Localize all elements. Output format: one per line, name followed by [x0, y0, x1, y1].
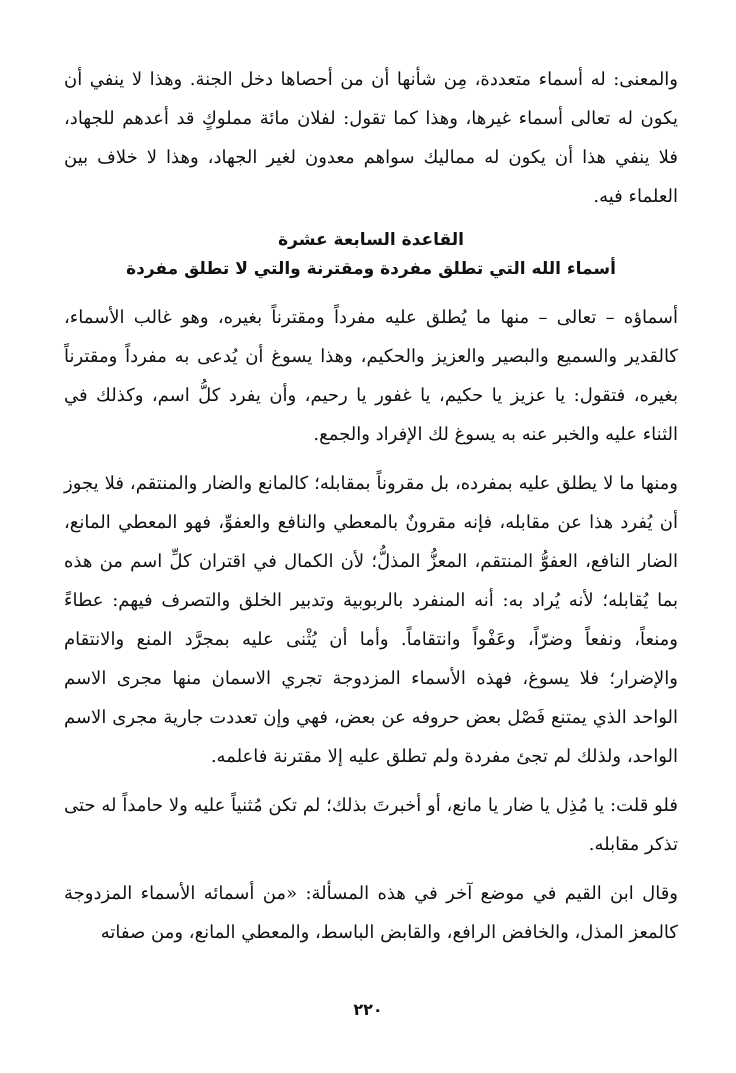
rule-subtitle: أسماء الله التي تطلق مفردة ومقترنة والتي لا تطلق مفردة	[126, 259, 616, 279]
page-body	[64, 60, 678, 962]
paragraph-intro: والمعنى: له أسماء متعددة، مِن شأنها أن من أحصاها دخل الجنة. وهذا لا ينفي أن يكون له تعالى أسماء غيرها، وهذا كما تقول: لفلان مائة مملوكٍ قد أعدهم للجهاد، فلا ينفي هذا أن يكون له مماليك سواهم معدون لغير الجهاد، وهذا لا خلاف بين العلماء فيه.	[64, 69, 678, 207]
section-heading	[64, 226, 678, 284]
rule-number-title: القاعدة السابعة عشرة	[278, 230, 464, 250]
paragraph-4: وقال ابن القيم في موضع آخر في هذه المسألة: «من أسمائه الأسماء المزدوجة كالمعز المذل، والخافض الرافع، والقابض الباسط، والمعطي المانع، ومن صفاته	[64, 883, 678, 943]
paragraph-3: فلو قلت: يا مُذِل يا ضار يا مانع، أو أخبرتَ بذلك؛ لم تكن مُثنياً عليه ولا حامداً له حتى تذكر مقابله.	[64, 795, 678, 855]
page-number: ٢٢٠	[353, 1000, 383, 1019]
paragraph-2: ومنها ما لا يطلق عليه بمفرده، بل مقروناً بمقابله؛ كالمانع والضار والمنتقم، فلا يجوز أن يُفرد هذا عن مقابله، فإنه مقرونٌ بالمعطي والنافع والعفوِّ، فهو المعطي المانع، الضار النافع، العفوُّ المنتقم، المعزُّ المذلُّ؛ لأن الكمال في اقتران كلِّ اسم من هذه بما يُقابله؛ لأنه يُراد به: أنه المنفرد بالربوبية وتدبير الخلق والتصرف فيهم: عطاءً ومنعاً، ونفعاً وضرّاً، وعَفْواً وانتقاماً. وأما أن يُثْنى عليه بمجرَّد المنع والانتقام والإضرار؛ فلا يسوغ، فهذه الأسماء المزدوجة تجري الاسمان منها مجرى الاسم الواحد الذي يمتنع فَصْل بعض حروفه عن بعض، فهي وإن تعددت جارية مجرى الاسم الواحد، ولذلك لم تجئ مفردة ولم تطلق عليه إلا مقترنة فاعلمه.	[64, 473, 678, 767]
paragraph-1: أسماؤه – تعالى – منها ما يُطلق عليه مفرداً ومقترناً بغيره، وهو غالب الأسماء، كالقدير والسميع والبصير والعزيز والحكيم، وهذا يسوغ أن يُدعى به مفرداً ومقترناً بغيره، فتقول: يا عزيز يا حكيم، يا غفور يا رحيم، وأن يفرد كلُّ اسم، وكذلك في الثناء عليه والخبر عنه به يسوغ لك الإفراد والجمع.	[64, 307, 678, 445]
